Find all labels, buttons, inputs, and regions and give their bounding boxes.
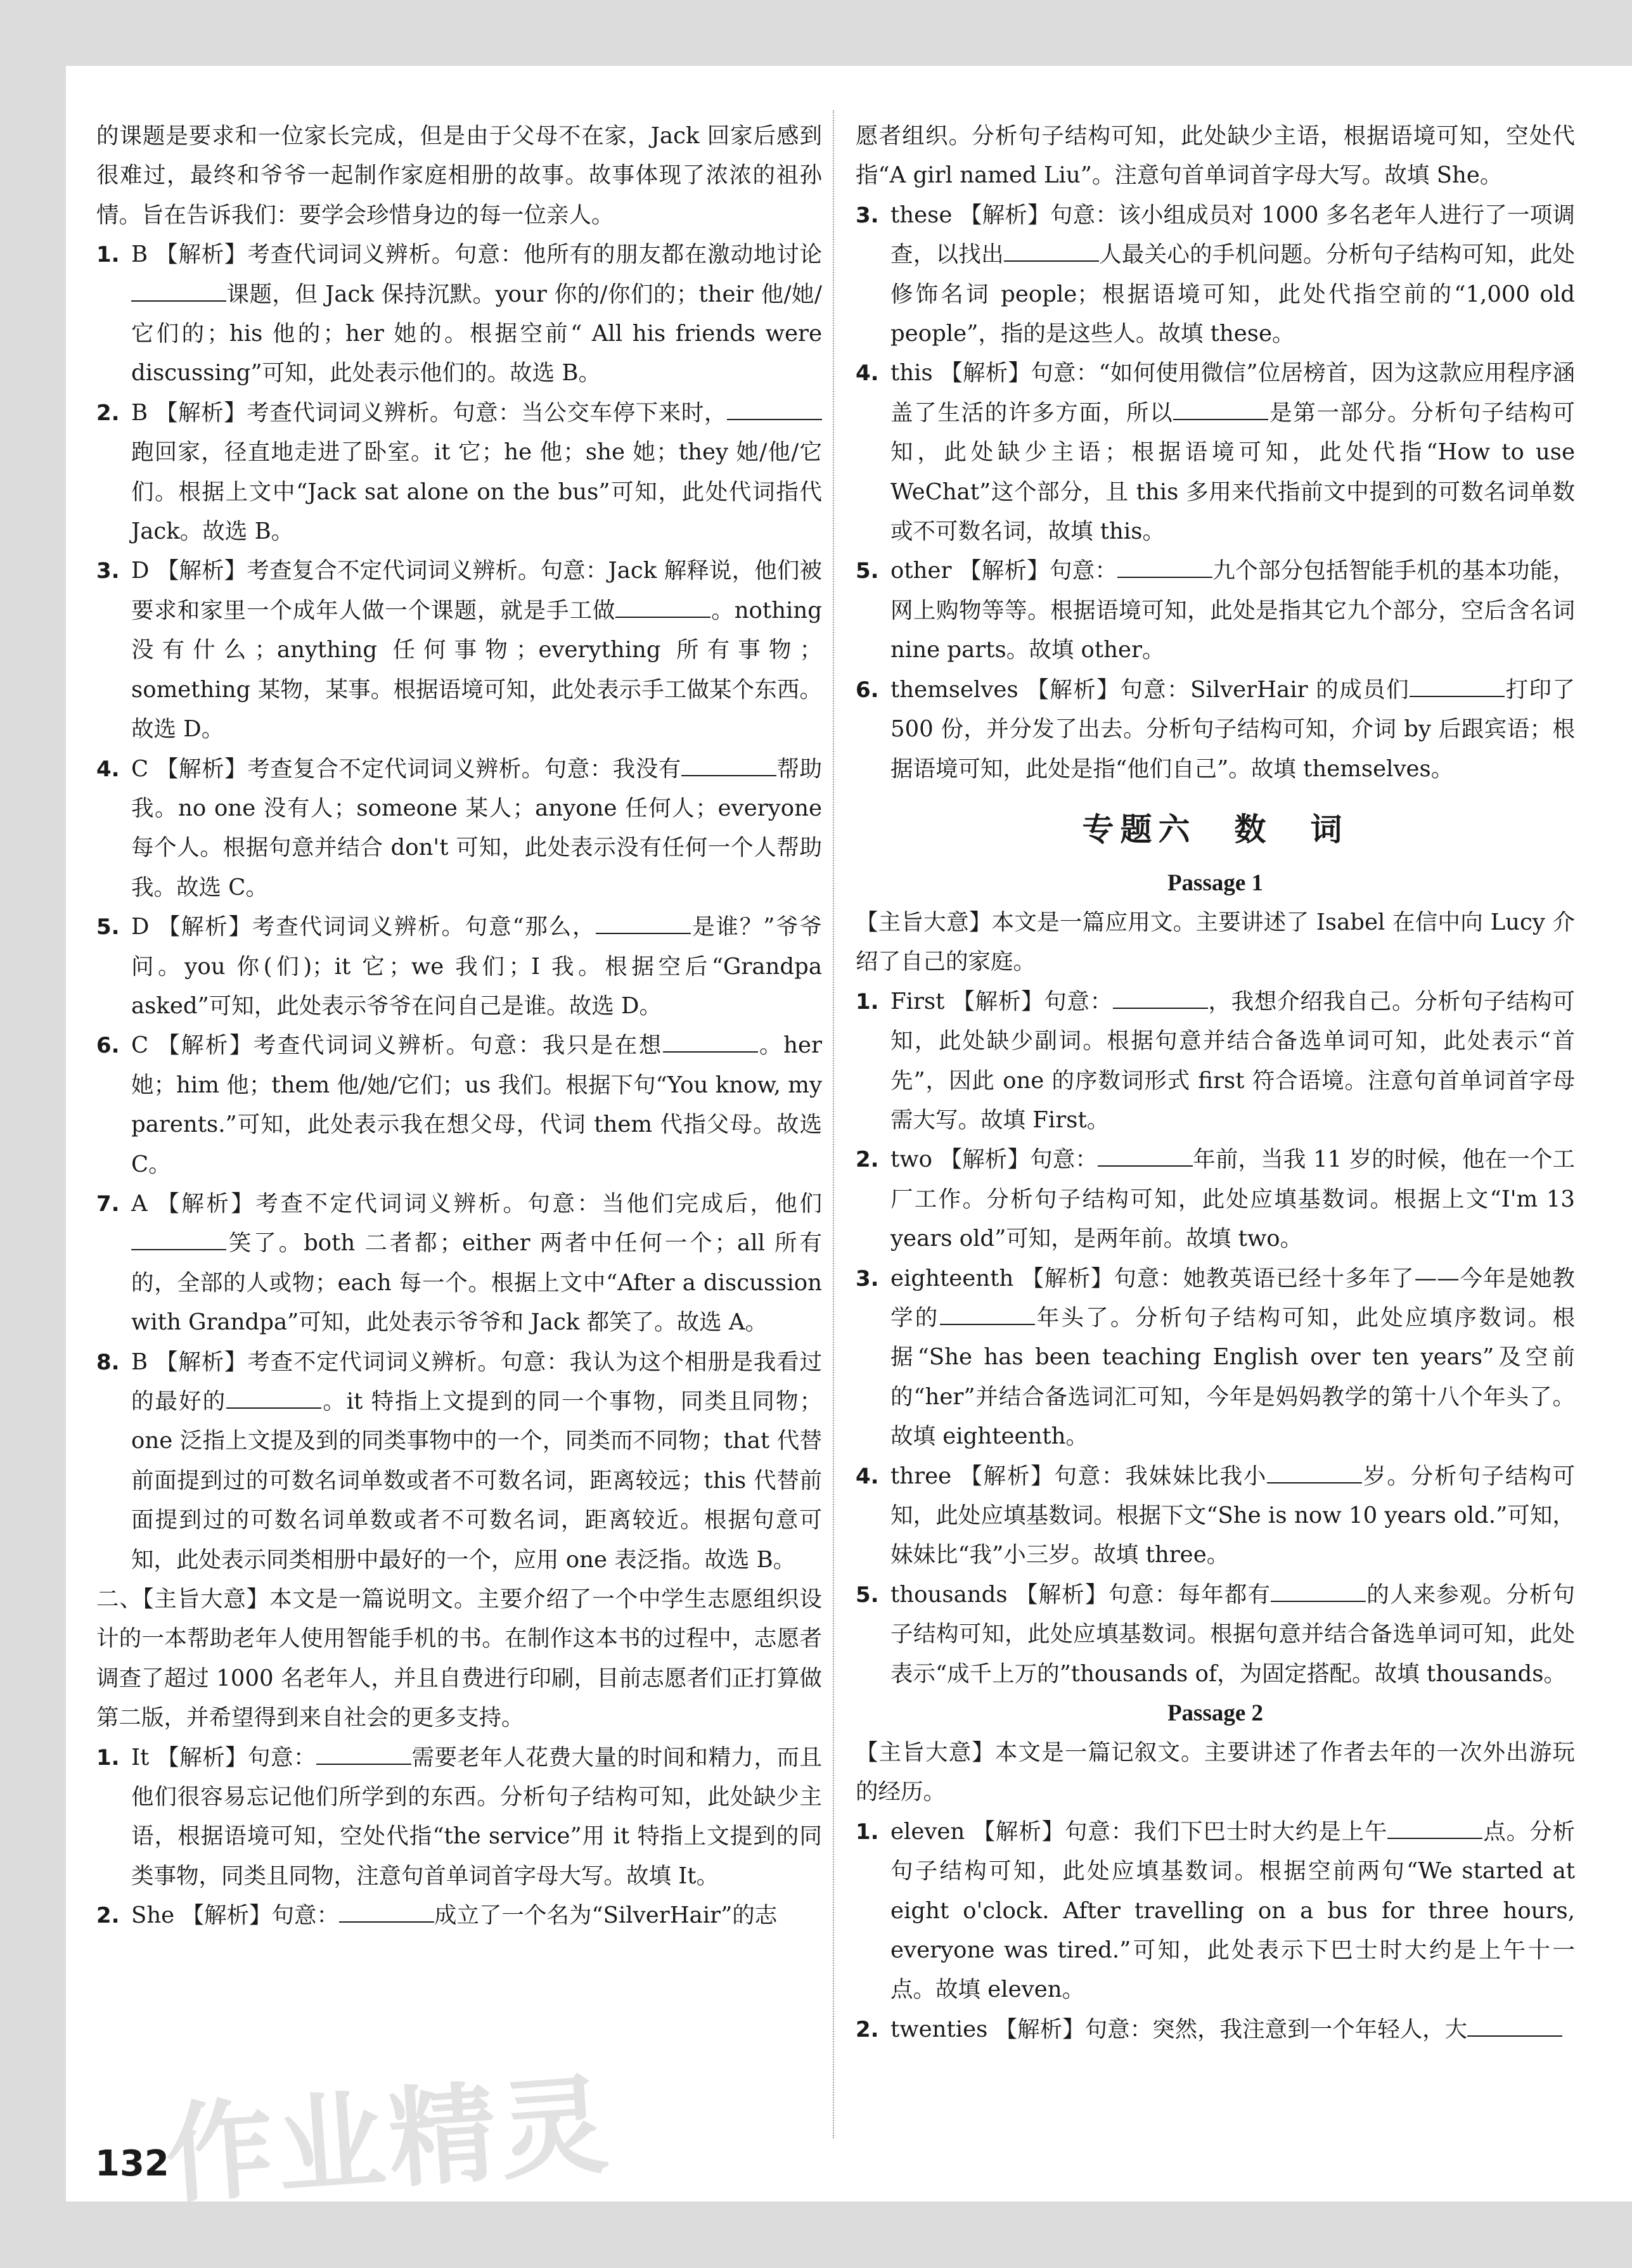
- item-text-after-blank: 年头了。分析句子结构可知，此处应填序数词。根据“She has been teaching English over ten years”及空前的“her”并结合备选词汇可知，今年是妈妈教学的第十八个年头了。故填 eighteenth。: [890, 1304, 1575, 1450]
- answer-item: [856, 1457, 1575, 1575]
- fill-in-blank: [316, 1743, 411, 1765]
- passage2-answer-list: [856, 1812, 1575, 2049]
- answer-item: [856, 982, 1575, 1141]
- fill-in-blank: [1410, 676, 1505, 697]
- fill-in-blank: [940, 1304, 1035, 1325]
- answer-list-section2-cont: [856, 196, 1575, 789]
- item-number: 3.: [96, 558, 120, 584]
- item-text-before-blank: these 【解析】句意：该小组成员对 1000 多名老年人进行了一项调查，以找出: [890, 202, 1575, 268]
- item-text-after-blank: 九个部分包括智能手机的基本功能，网上购物等等。根据语境可知，此处是指其它九个部分，空后含名词 nine parts。故填 other。: [890, 558, 1575, 663]
- fill-in-blank: [681, 755, 776, 776]
- fill-in-blank: [1098, 1145, 1193, 1167]
- item-text-before-blank: eighteenth 【解析】句意：她教英语已经十多年了——今年是她教学的: [890, 1265, 1575, 1331]
- item-number: 2.: [856, 2016, 879, 2042]
- fill-in-blank: [1387, 1817, 1482, 1839]
- fill-in-blank: [615, 596, 710, 618]
- item-text-after-blank: 打印了 500 份，并分发了出去。分析句子结构可知，介词 by 后跟宾语；根据语境可知，此处是指“他们自己”。故填 themselves。: [890, 676, 1575, 782]
- item-text-after-blank: 。nothing 没有什么；anything 任何事物；everything 所有事物；something 某物，某事。根据语境可知，此处表示手工做某个东西。故选 D。: [131, 597, 822, 743]
- item-number: 1.: [96, 242, 120, 268]
- item-text-after-blank: 年前，当我 11 岁的时候，他在一个工厂工作。分析句子结构可知，此处应填基数词。根据上文“I'm 13 years old”可知，是两年前。故填 two。: [890, 1146, 1575, 1252]
- answer-item: [96, 394, 822, 552]
- item-number: 4.: [856, 361, 879, 387]
- item-text-after-blank: 需要老年人花费大量的时间和精力，而且他们很容易忘记他们所学到的东西。分析句子结构可知，此处缺少主语，根据语境可知，空处代指“the service”用 it 特指上文提到的同类事物，同类且同物，注意句首单词首字母大写。故填 It。: [131, 1744, 822, 1889]
- item-text-before-blank: two 【解析】句意：: [890, 1146, 1098, 1173]
- column-divider: [833, 110, 834, 2138]
- item-text-before-blank: B 【解析】考查代词词义辨析。句意：他所有的朋友都在激动地讨论: [131, 241, 822, 268]
- item-text-before-blank: D 【解析】考查复合不定代词词义辨析。句意：Jack 解释说，他们被要求和家里一个成年人做一个课题，就是手工做: [131, 558, 822, 624]
- answer-item: [856, 670, 1575, 789]
- passage1-answer-list: [856, 982, 1575, 1694]
- right-column: [856, 117, 1575, 2049]
- item-text-before-blank: D 【解析】考查代词词义辨析。句意“那么，: [131, 914, 596, 940]
- continuation-paragraph: 愿者组织。分析句子结构可知，此处缺少主语，根据语境可知，空处代指“A girl named Liu”。注意句首单词首字母大写。故填 She。: [856, 123, 1575, 189]
- fill-in-blank: [663, 1031, 758, 1053]
- answer-list-section2: [96, 1738, 822, 1936]
- item-text-before-blank: themselves 【解析】句意：SilverHair 的成员们: [890, 676, 1410, 703]
- item-text-before-blank: this 【解析】句意：“如何使用微信”位居榜首，因为这款应用程序涵盖了生活的许多方面，所以: [890, 360, 1575, 426]
- section-title: 专题六 数 词: [1082, 810, 1349, 848]
- item-text-after-blank: 。it 特指上文提到的同一个事物，同类且同物；one 泛指上文提及到的同类事物中的一个，同类而不同物；that 代替前面提到过的可数名词单数或者不可数名词，距离较远；this 代替前面提到过的可数名词单数或者不可数名词，距离较近。根据句意可知，此处表示同类相册中最好的一个，应用 one 表泛指。故选 B。: [131, 1388, 822, 1573]
- answer-item: [856, 2010, 1575, 2049]
- fill-in-blank: [1004, 240, 1099, 262]
- item-number: 1.: [856, 989, 879, 1015]
- answer-item: [96, 1896, 822, 1935]
- fill-in-blank: [131, 280, 226, 302]
- item-text-after-blank: 成立了一个名为“SilverHair”的志: [434, 1902, 778, 1929]
- answer-item: [96, 1343, 822, 1580]
- fill-in-blank: [226, 1387, 321, 1409]
- fill-in-blank: [1467, 2015, 1562, 2037]
- item-number: 2.: [96, 400, 120, 426]
- answer-item: [96, 750, 822, 908]
- item-number: 5.: [96, 914, 120, 940]
- item-text-after-blank: 笑了。both 二者都；either 两者中任何一个；all 所有的，全部的人或物；each 每一个。根据上文中“After a discussion with Grandpa”可知，此处表示爷爷和 Jack 都笑了。故选 A。: [131, 1230, 822, 1336]
- intro-tail-paragraph: 的课题是要求和一位家长完成，但是由于父母不在家，Jack 回家后感到很难过，最终和爷爷一起制作家庭相册的故事。故事体现了浓浓的祖孙情。旨在告诉我们：要学会珍惜身边的每一位亲人。: [96, 123, 822, 228]
- item-text-before-blank: C 【解析】考查代词词义辨析。句意：我只是在想: [131, 1032, 663, 1059]
- answer-item: [96, 235, 822, 394]
- answer-list-section1: [96, 235, 822, 1580]
- fill-in-blank: [1117, 557, 1212, 579]
- answer-item: [856, 1259, 1575, 1457]
- answer-item: [96, 1738, 822, 1897]
- item-number: 6.: [96, 1033, 120, 1059]
- fill-in-blank: [1267, 1462, 1362, 1483]
- item-number: 3.: [856, 202, 879, 228]
- item-text-before-blank: twenties 【解析】句意：突然，我注意到一个年轻人，大: [890, 2016, 1468, 2042]
- page-number: 132: [95, 2143, 169, 2184]
- item-text-after-blank: 点。分析句子结构可知，此处应填基数词。根据空前两句“We started at eight o'clock. After travelling on a bus for three hours, everyone was tired.”可知，此处表示下巴士时大约是上午十一点。故填 eleven。: [890, 1818, 1575, 2003]
- item-text-after-blank: 岁。分析句子结构可知，此处应填基数词。根据下文“She is now 10 years old.”可知，妹妹比“我”小三岁。故填 three。: [890, 1463, 1575, 1568]
- item-text-after-blank: 人最关心的手机问题。分析句子结构可知，此处修饰名词 people；根据语境可知，此处代指空前的“1,000 old people”，指的是这些人。故填 these。: [890, 241, 1575, 347]
- item-text-before-blank: other 【解析】句意：: [890, 558, 1118, 584]
- fill-in-blank: [1113, 987, 1208, 1009]
- item-number: 4.: [856, 1463, 879, 1489]
- item-text-before-blank: B 【解析】考查不定代词词义辨析。句意：我认为这个相册是我看过的最好的: [131, 1349, 822, 1414]
- item-text-after-blank: 是第一部分。分析句子结构可知，此处缺少主语；根据语境可知，此处代指“How to use WeChat”这个部分，且 this 多用来代指前文中提到的可数名词单数或不可数名词，故填 this。: [890, 399, 1575, 545]
- document-page: [66, 66, 1632, 2201]
- fill-in-blank: [339, 1901, 434, 1923]
- item-text-after-blank: 。her 她；him 他；them 他/她/它们；us 我们。根据下句“You know, my parents.”可知，此处表示我在想父母，代词 them 代指父母。故选 C。: [131, 1032, 823, 1177]
- left-column: [96, 117, 822, 1936]
- item-number: 5.: [856, 558, 879, 584]
- fill-in-blank: [596, 913, 691, 934]
- item-text-before-blank: three 【解析】句意：我妹妹比我小: [890, 1463, 1268, 1489]
- item-text-before-blank: eleven 【解析】句意：我们下巴士时大约是上午: [890, 1818, 1388, 1845]
- answer-item: [96, 1184, 822, 1343]
- item-number: 2.: [96, 1903, 120, 1929]
- item-text-before-blank: B 【解析】考查代词词义辨析。句意：当公交车停下来时，: [131, 399, 727, 426]
- passage2-heading: Passage 2: [1167, 1700, 1264, 1727]
- watermark-bottom: 作业精灵: [162, 2062, 616, 2219]
- answer-item: [96, 1026, 822, 1184]
- item-number: 2.: [856, 1147, 879, 1173]
- item-number: 3.: [856, 1265, 879, 1291]
- fill-in-blank: [1173, 399, 1268, 420]
- answer-item: [856, 1575, 1575, 1694]
- answer-item: [96, 551, 822, 749]
- passage1-summary: 【主旨大意】本文是一篇应用文。主要讲述了 Isabel 在信中向 Lucy 介绍了自己的家庭。: [856, 909, 1575, 975]
- answer-item: [856, 354, 1575, 551]
- item-text-after-blank: 跑回家，径直地走进了卧室。it 它；he 他；she 她；they 她/他/它们。根据上文中“Jack sat alone on the bus”可知，此处代词指代 Jack。故选 B。: [131, 439, 822, 545]
- item-text-after-blank: 帮助我。no one 没有人；someone 某人；anyone 任何人；everyone 每个人。根据句意并结合 don't 可知，此处表示没有任何一个人帮助我。故选 C。: [131, 755, 822, 900]
- item-number: 7.: [96, 1191, 120, 1217]
- item-text-before-blank: C 【解析】考查复合不定代词词义辨析。句意：我没有: [131, 755, 681, 782]
- item-text-after-blank: 的人来参观。分析句子结构可知，此处应填基数词。根据句意并结合备选单词可知，此处表示“成千上万的”thousands of，为固定搭配。故填 thousands。: [890, 1581, 1575, 1687]
- fill-in-blank: [131, 1229, 226, 1250]
- answer-item: [856, 551, 1575, 670]
- answer-item: [856, 1140, 1575, 1259]
- item-text-before-blank: She 【解析】句意：: [131, 1902, 339, 1929]
- answer-item: [856, 1812, 1575, 2010]
- passage1-heading: Passage 1: [1167, 869, 1264, 896]
- section2-summary: 二、【主旨大意】本文是一篇说明文。主要介绍了一个中学生志愿组织设计的一本帮助老年人使用智能手机的书。在制作这本书的过程中，志愿者调查了超过 1000 名老年人，并且自费进行印刷，目前志愿者们正打算做第二版，并希望得到来自社会的更多支持。: [96, 1586, 822, 1731]
- item-number: 5.: [856, 1582, 879, 1608]
- item-text-before-blank: It 【解析】句意：: [131, 1744, 317, 1771]
- item-number: 8.: [96, 1349, 120, 1375]
- item-number: 1.: [96, 1745, 120, 1771]
- item-text-after-blank: 是谁？”爷爷问。you 你(们)；it 它；we 我们；I 我。根据空后“Grandpa asked”可知，此处表示爷爷在问自己是谁。故选 D。: [131, 914, 822, 1019]
- item-number: 6.: [856, 677, 879, 703]
- answer-item: [856, 196, 1575, 354]
- item-text-before-blank: A 【解析】考查不定代词词义辨析。句意：当他们完成后，他们: [131, 1190, 822, 1217]
- item-number: 4.: [96, 756, 120, 782]
- item-text-after-blank: 课题，但 Jack 保持沉默。your 你的/你们的；their 他/她/它们的；his 他的；her 她的。根据空前“ All his friends were discussing”可知，此处表示他们的。故选 B。: [131, 281, 822, 387]
- passage2-summary: 【主旨大意】本文是一篇记叙文。主要讲述了作者去年的一次外出游玩的经历。: [856, 1739, 1575, 1805]
- item-number: 1.: [856, 1819, 879, 1845]
- answer-item: [96, 907, 822, 1026]
- fill-in-blank: [727, 399, 822, 420]
- item-text-after-blank: ，我想介绍我自己。分析句子结构可知，此处缺少副词。根据句意并结合备选单词可知，此处表示“首先”，因此 one 的序数词形式 first 符合语境。注意句首单词首字母需大写。故填 First。: [890, 988, 1575, 1133]
- item-text-before-blank: thousands 【解析】句意：每年都有: [890, 1581, 1271, 1608]
- fill-in-blank: [1271, 1580, 1366, 1602]
- item-text-before-blank: First 【解析】句意：: [890, 988, 1113, 1015]
